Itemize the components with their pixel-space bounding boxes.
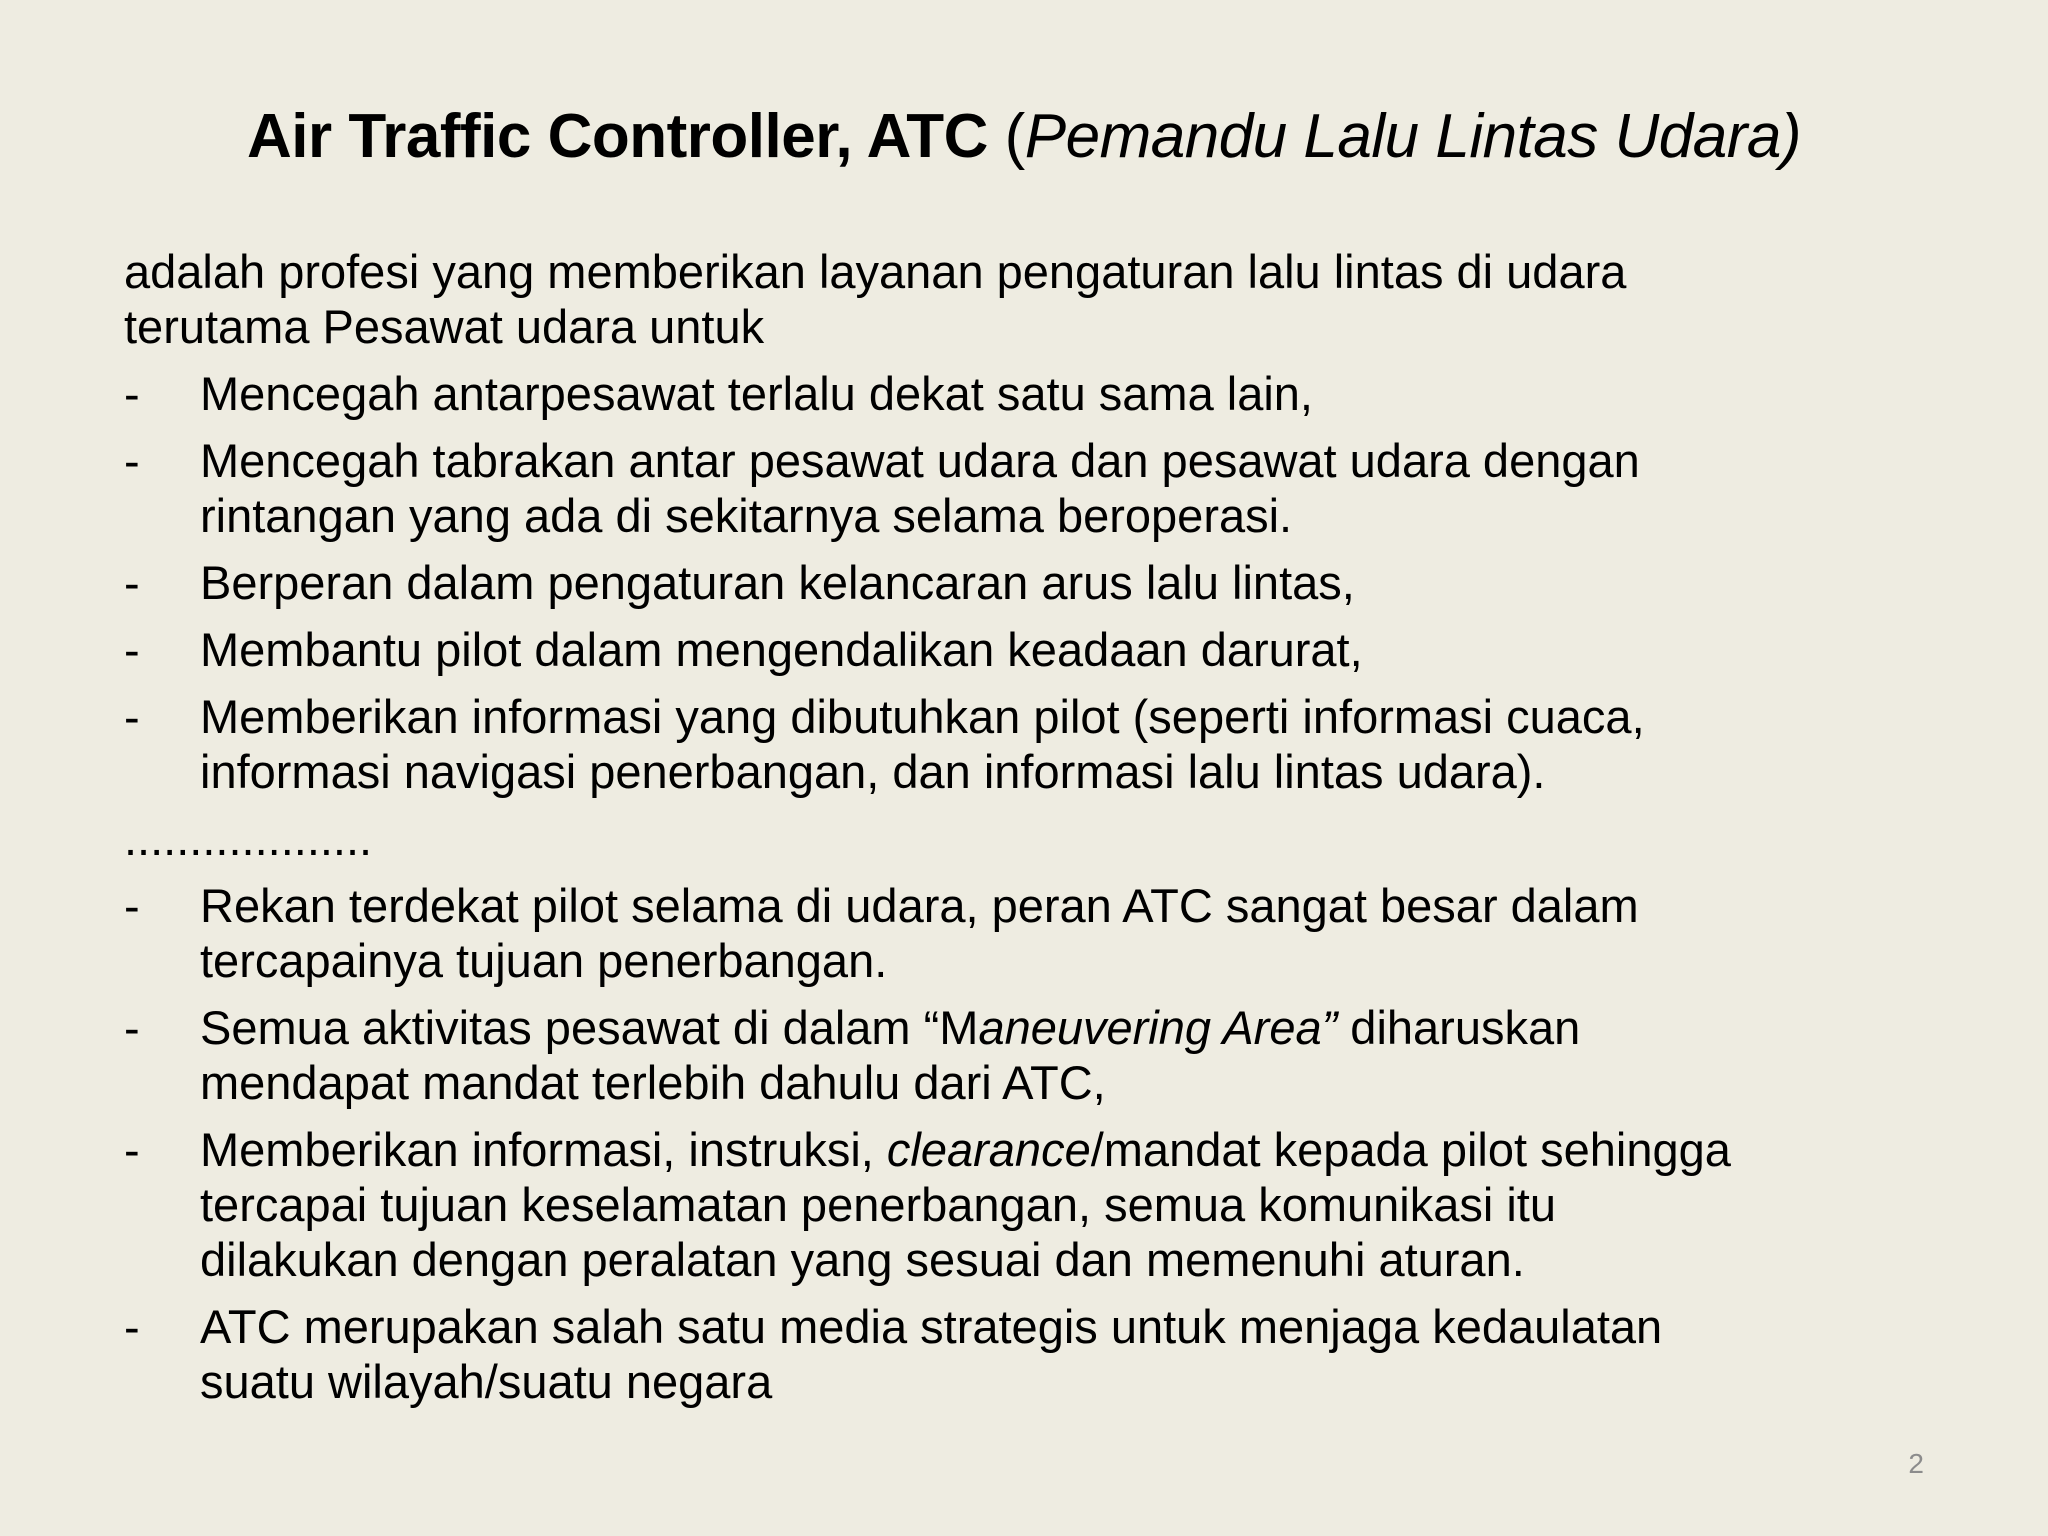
list-item-line: Berperan dalam pengaturan kelancaran arus lalu lintas, — [200, 556, 1355, 609]
list-item-line — [200, 1122, 1964, 1177]
title-open-paren: ( — [987, 102, 1025, 171]
list-item-line: dilakukan dengan peralatan yang sesuai dan memenuhi aturan. — [200, 1233, 1525, 1286]
bullet-dash: - — [124, 367, 140, 420]
list-item — [124, 433, 1964, 543]
list-item-line: rintangan yang ada di sekitarnya selama beroperasi. — [200, 489, 1293, 542]
bullet-dash: - — [124, 1001, 140, 1054]
text-run-italic: clearance — [886, 1123, 1091, 1176]
bullet-dash: - — [124, 623, 140, 676]
intro-line: adalah profesi yang memberikan layanan pengaturan lalu lintas di udara — [124, 245, 1627, 298]
slide-body — [124, 244, 1964, 1409]
ellipsis-separator: ................... — [124, 812, 373, 865]
intro-paragraph — [124, 244, 1964, 354]
title-italic: Pemandu Lalu Lintas Udara) — [1024, 102, 1802, 171]
bullet-dash: - — [124, 1123, 140, 1176]
list-item — [124, 1122, 1964, 1287]
intro-line: terutama Pesawat udara untuk — [124, 300, 765, 353]
text-run: /mandat kepada pilot sehingga — [1090, 1123, 1731, 1176]
bullet-list-primary — [124, 366, 1964, 799]
list-item-line: Mencegah tabrakan antar pesawat udara dan pesawat udara dengan — [200, 434, 1640, 487]
list-item — [124, 1000, 1964, 1110]
text-run-italic: aneuvering Area” — [978, 1001, 1338, 1054]
list-item-line — [200, 1000, 1964, 1055]
list-item — [124, 366, 1964, 421]
bullet-dash: - — [124, 556, 140, 609]
bullet-dash: - — [124, 690, 140, 743]
list-item-line: Memberikan informasi yang dibutuhkan pilot (seperti informasi cuaca, — [200, 690, 1645, 743]
list-item-line: informasi navigasi penerbangan, dan informasi lalu lintas udara). — [200, 745, 1546, 798]
text-run: Semua aktivitas pesawat di dalam “M — [200, 1001, 979, 1054]
list-item — [124, 878, 1964, 988]
bullet-dash: - — [124, 1300, 140, 1353]
list-item-line: mendapat mandat terlebih dahulu dari ATC, — [200, 1056, 1106, 1109]
list-item-line: Rekan terdekat pilot selama di udara, peran ATC sangat besar dalam — [200, 879, 1639, 932]
list-item — [124, 622, 1964, 677]
list-item-line: suatu wilayah/suatu negara — [200, 1355, 773, 1408]
text-run: diharuskan — [1337, 1001, 1581, 1054]
list-item — [124, 555, 1964, 610]
list-item-line: Membantu pilot dalam mengendalikan keadaan darurat, — [200, 623, 1363, 676]
bullet-list-secondary — [124, 878, 1964, 1409]
list-item-line: ATC merupakan salah satu media strategis untuk menjaga kedaulatan — [200, 1300, 1663, 1353]
list-item — [124, 1299, 1964, 1409]
list-item-line: Mencegah antarpesawat terlalu dekat satu sama lain, — [200, 367, 1313, 420]
bullet-dash: - — [124, 879, 140, 932]
text-run: Memberikan informasi, instruksi, — [200, 1123, 887, 1176]
bullet-dash: - — [124, 434, 140, 487]
title-bold: Air Traffic Controller, ATC — [246, 102, 988, 171]
list-item-line: tercapainya tujuan penerbangan. — [200, 934, 888, 987]
page-number: 2 — [1908, 1448, 1924, 1479]
list-item-line: tercapai tujuan keselamatan penerbangan, semua komunikasi itu — [200, 1178, 1557, 1231]
list-item — [124, 689, 1964, 799]
slide-title — [0, 92, 2048, 182]
